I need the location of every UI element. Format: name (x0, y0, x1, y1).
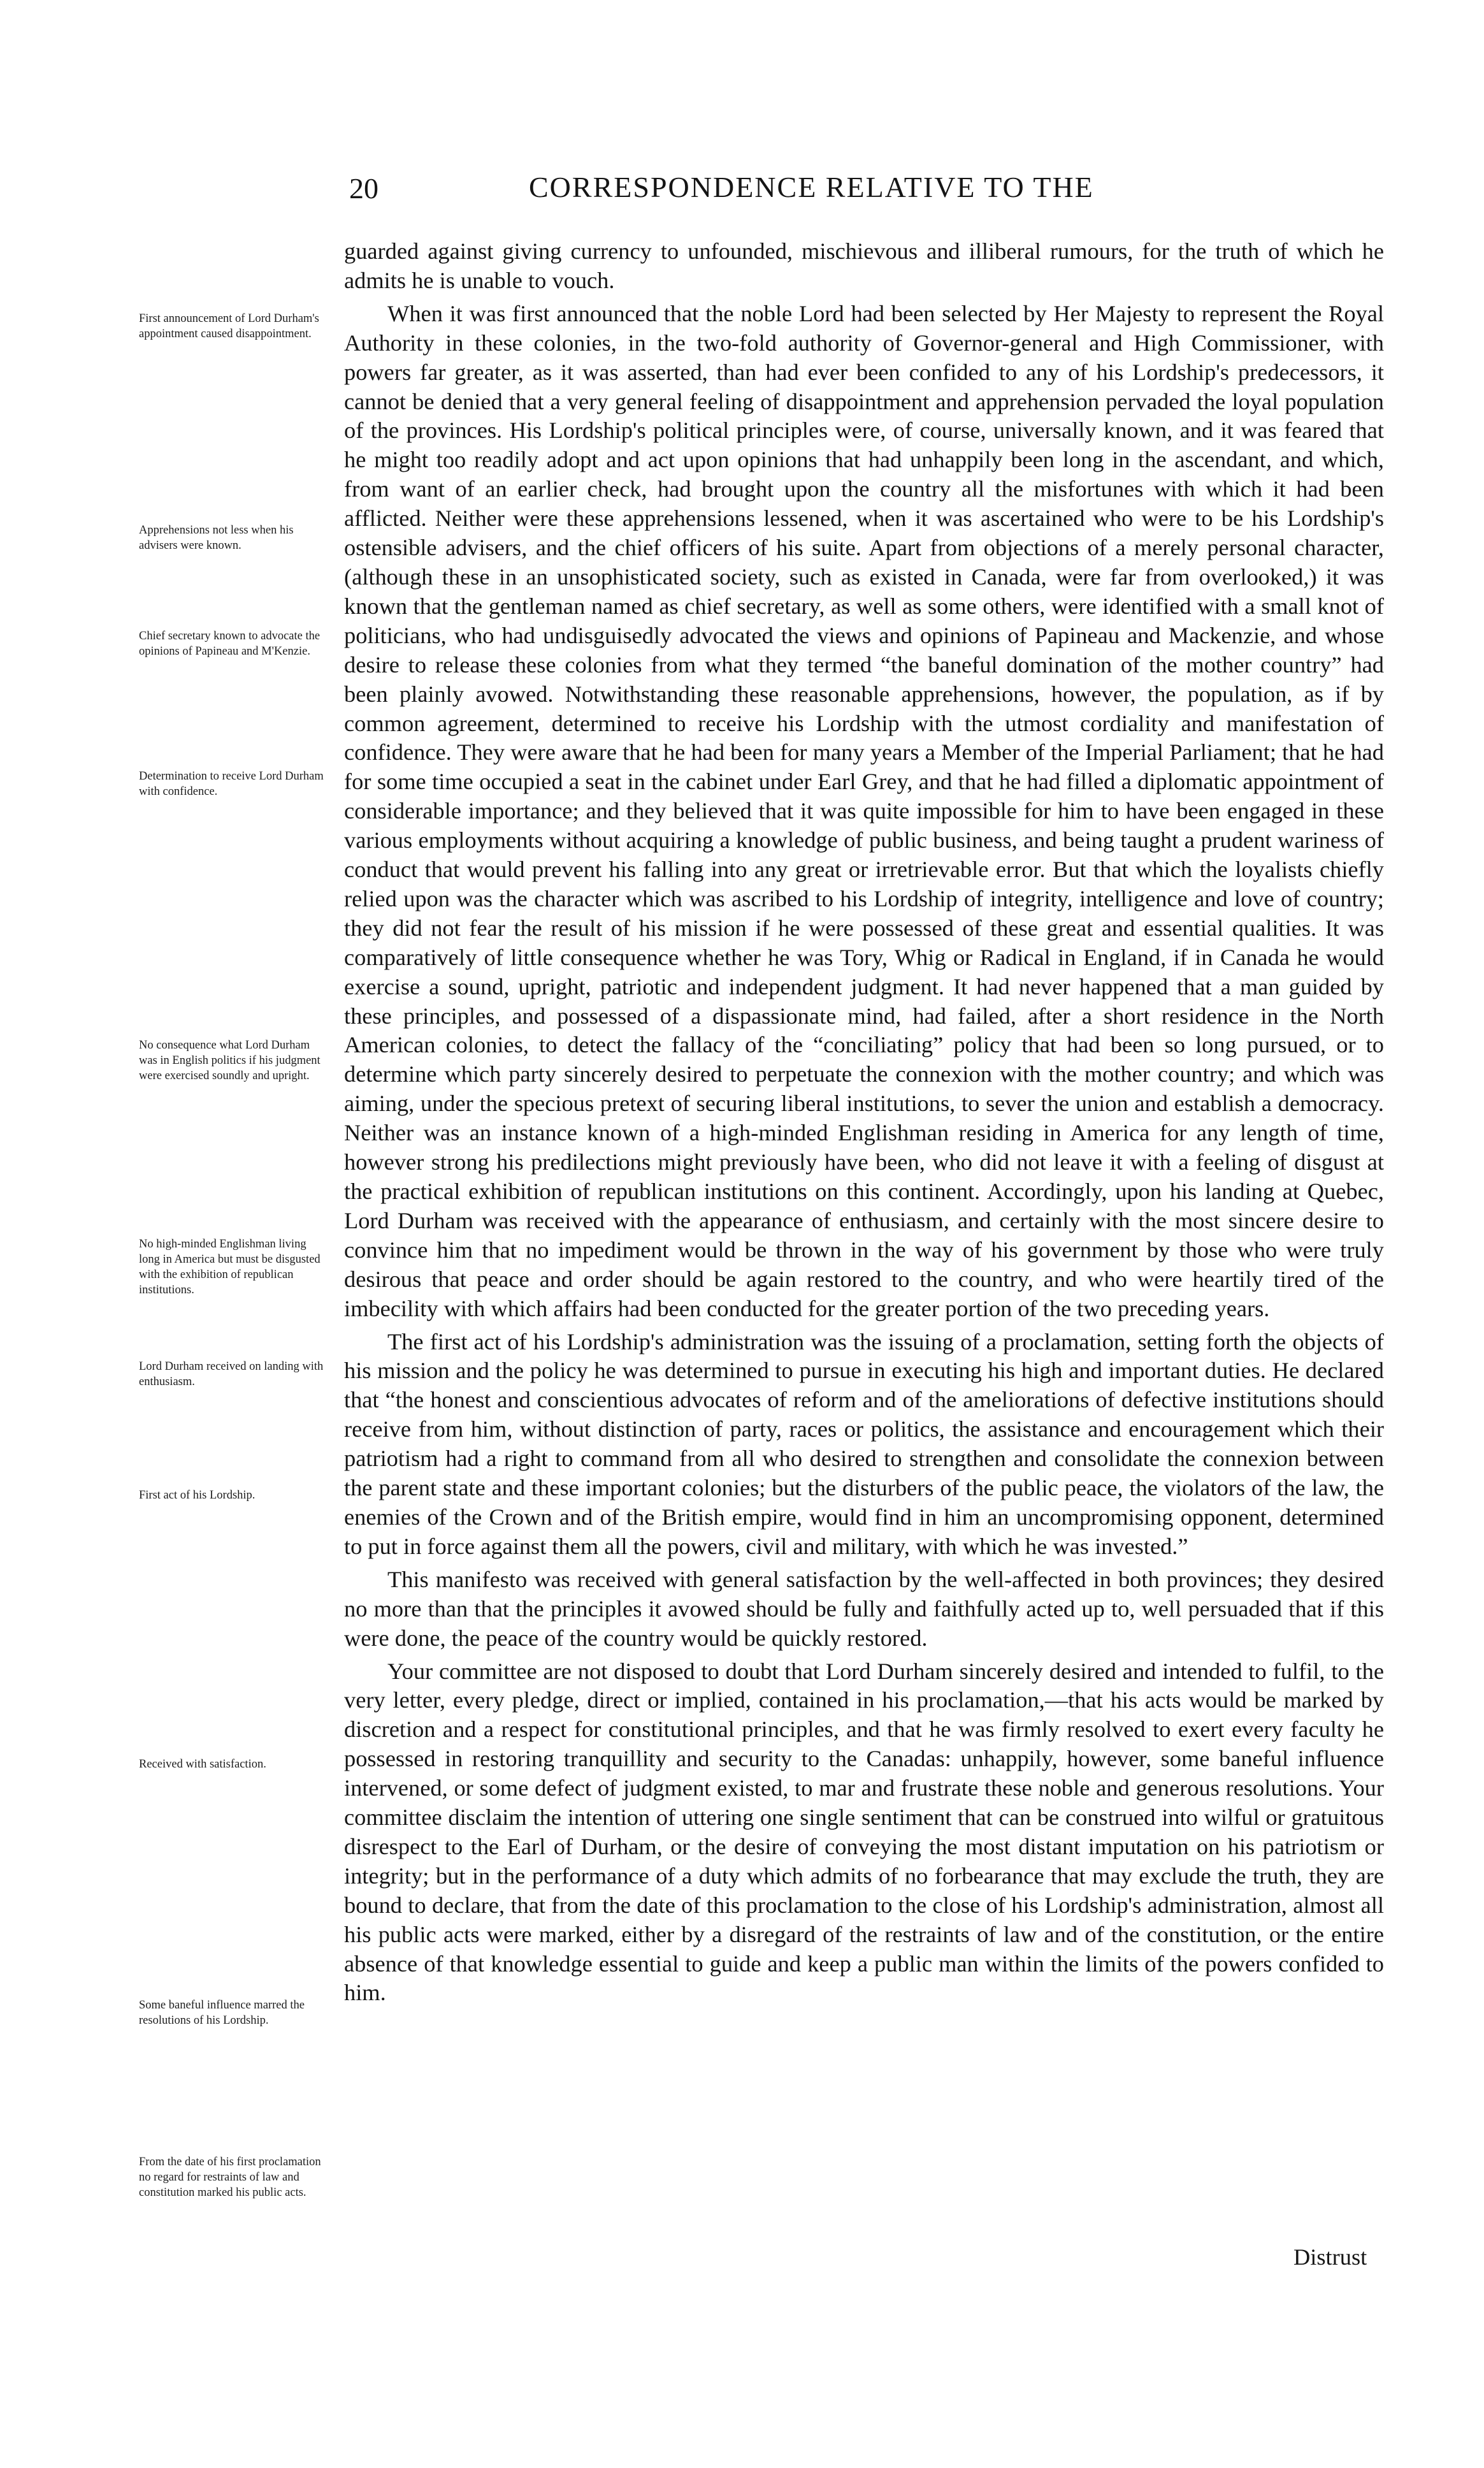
side-note: No high-minded Englishman living long in America but must be disgusted with the exhibition of republican institutions. (139, 1238, 321, 1296)
page-number: 20 (349, 172, 378, 205)
paragraph: This manifesto was received with general satisfaction by the well-affected in both provinces; they desired no more than that the principles it avowed should be fully and faithfully acted up to, well persuaded that if this were done, the peace of the country would be quickly restored. (344, 1566, 1384, 1651)
paragraph: Your committee are not disposed to doubt that Lord Durham sincerely desired and intended to fulfil, to the very letter, every pledge, direct or implied, contained in his proclamation,—that his acts would be marked by discretion and a respect for constitutional principles, and that he was firmly resolved to exert every faculty he possessed in restoring tranquillity and security to the Canadas: unhappily, however, some baneful influence intervened, or some defect of judgment existed, to mar and frustrate these noble and generous resolutions. Your committee disclaim the intention of uttering one single sentiment that can be construed into wilful or gratuitous disrespect to the Earl of Durham, or the desire of conveying the most distant imputation on his patriotism or integrity; but in the performance of a duty which admits of no forbearance that may exclude the truth, they are bound to declare, that from the date of this proclamation to the close of his Lordship's administration, almost all his public acts were marked, either by a disregard of the restraints of law and of the constitution, or the entire absence of that knowledge essential to guide and keep a public man within the limits of the powers confided to him. (344, 1658, 1384, 2006)
paragraph: The first act of his Lordship's administration was the issuing of a proclamation, setting forth the objects of his mission and the policy he was determined to pursue in executing his high and important duties. He declared that “the honest and conscientious advocates of reform and of the ameliorations of defective institutions should receive from him, without distinction of party, races or politics, the assistance and encouragement which their patriotism had a right to command from all who desired to strengthen and consolidate the connexion between the parent state and these important colonies; but the disturbers of the public peace, the violators of the law, the enemies of the Crown and of the British empire, would find in him an uncompromising opponent, determined to put in force against them all the powers, civil and military, with which he was invested.” (344, 1328, 1384, 1559)
side-note: Some baneful influence marred the resolutions of his Lordship. (139, 1999, 305, 2027)
side-note: Apprehensions not less when his advisers were known. (139, 524, 294, 552)
side-note: Determination to receive Lord Durham with confidence. (139, 770, 324, 798)
paragraph: guarded against giving currency to unfounded, mischievous and illiberal rumours, for the truth of which he admits he is unable to vouch. (344, 238, 1384, 293)
side-note: From the date of his first proclamation no regard for restraints of law and constitution marked his public acts. (139, 2156, 321, 2199)
side-note: Lord Durham received on landing with enthusiasm. (139, 1360, 324, 1388)
side-note: No consequence what Lord Durham was in English politics if his judgment were exercised soundly and upright. (139, 1039, 321, 1082)
catchword: Distrust (1293, 2244, 1367, 2270)
side-note: Chief secretary known to advocate the opinions of Papineau and M'Kenzie. (139, 630, 321, 658)
side-note: First act of his Lordship. (139, 1489, 256, 1502)
side-note: First announcement of Lord Durham's appointment caused disappointment. (139, 312, 319, 340)
running-title: CORRESPONDENCE RELATIVE TO THE (529, 171, 1094, 203)
body-text (344, 237, 1384, 2008)
side-note: Received with satisfaction. (139, 1758, 266, 1771)
paragraph: When it was first announced that the noble Lord had been selected by Her Majesty to represent the Royal Authority in these colonies, in the two-fold authority of Governor-general and High Commissioner, with powers far greater, as it was asserted, than had ever been confided to any of his Lordship's predecessors, it cannot be denied that a very general feeling of disappointment and apprehension pervaded the loyal population of the provinces. His Lordship's political principles were, of course, universally known, and it was feared that he might too readily adopt and act upon opinions that had unhappily been long in the ascendant, and which, from want of an earlier check, had brought upon the country all the misfortunes with which it had been afflicted. Neither were these apprehensions lessened, when it was ascertained who were to be his Lordship's ostensible advisers, and the chief officers of his suite. Apart from objections of a merely personal character, (although these in an unsophisticated society, such as existed in Canada, were far from overlooked,) it was known that the gentleman named as chief secretary, as well as some others, were identified with a small knot of politicians, who had undisguisedly advocated the views and opinions of Papineau and Mackenzie, and whose desire to release these colonies from what they termed “the baneful domination of the mother country” had been plainly avowed. Notwithstanding these reasonable apprehensions, however, the population, as if by common agreement, determined to receive his Lordship with the utmost cordiality and manifestation of confidence. They were aware that he had been for many years a Member of the Imperial Parliament; that he had for some time occupied a seat in the cabinet under Earl Grey, and that he had filled a diplomatic appointment of considerable importance; and they believed that it was quite impossible for him to have been engaged in these various employments without acquiring a knowledge of public business, and being taught a prudent wariness of conduct that would prevent his falling into any great or irretrievable error. But that which the loyalists chiefly relied upon was the character which was ascribed to his Lordship of integrity, intelligence and love of country; they did not fear the result of his mission if he were possessed of these great and essential qualities. It was comparatively of little consequence whether he was Tory, Whig or Radical in England, if in Canada he would exercise a sound, upright, patriotic and independent judgment. It had never happened that a man guided by these principles, and possessed of a dispassionate mind, had failed, after a short residence in the North American colonies, to detect the fallacy of the “conciliating” policy that had been so long pursued, or to determine which party sincerely desired to perpetuate the connexion with the mother country; and which was aiming, under the specious pretext of securing liberal institutions, to sever the union and establish a democracy. Neither was an instance known of a high-minded Englishman residing in America for any length of time, however strong his predilections might previously have been, who did not leave it with a feeling of disgust at the practical exhibition of republican institutions on this continent. Accordingly, upon his landing at Quebec, Lord Durham was received with the appearance of enthusiasm, and certainly with the most sincere desire to convince him that no impediment would be thrown in the way of his government by those who were truly desirous that peace and order should be again restored to the country, and who were heartily tired of the imbecility with which affairs had been conducted for the greater portion of the two preceding years. (344, 300, 1384, 1321)
